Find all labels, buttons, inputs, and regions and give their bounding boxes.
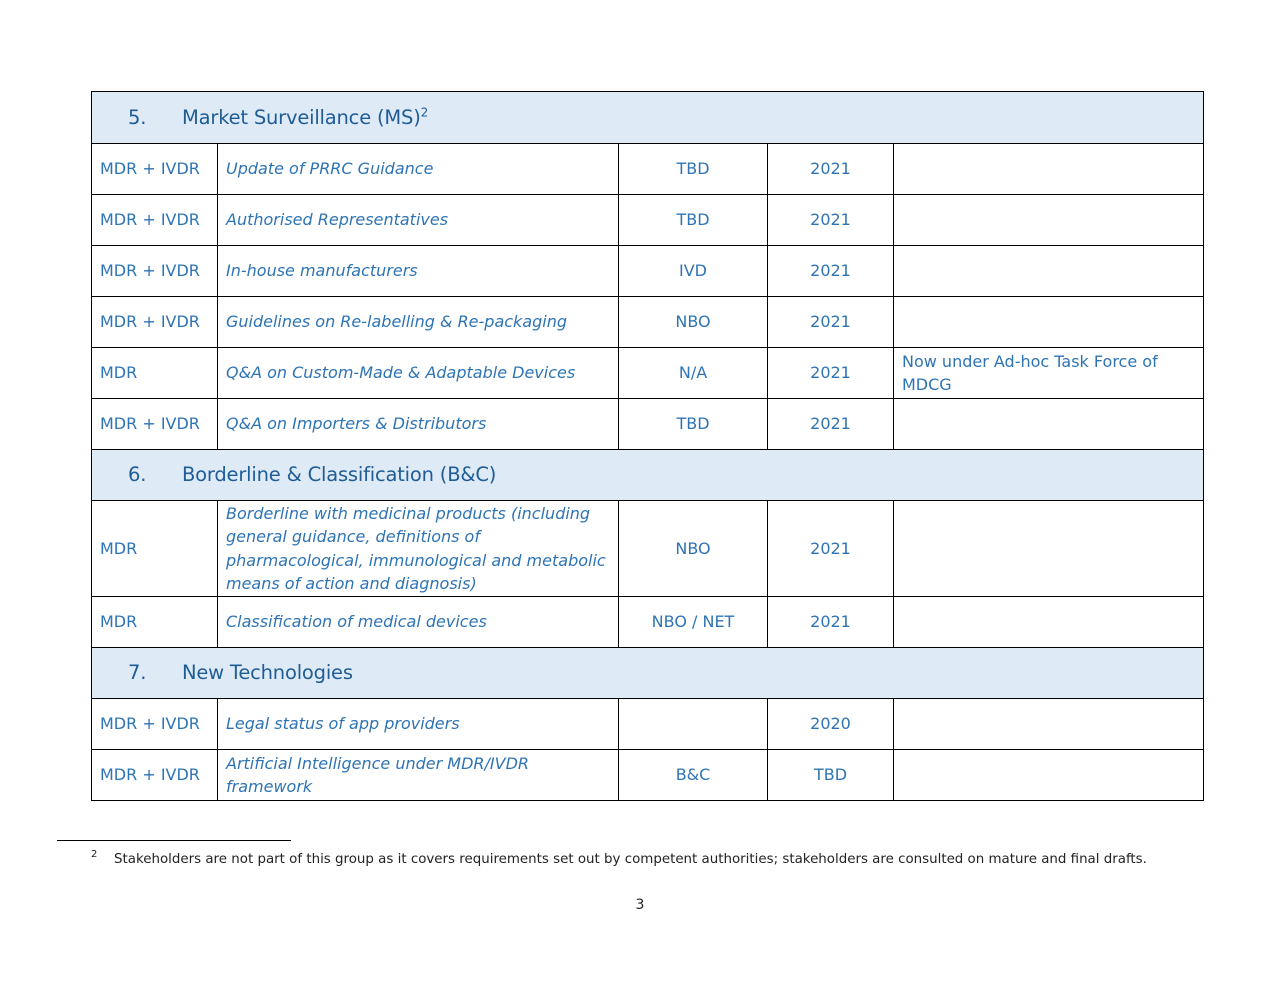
- scope-cell: MDR: [92, 348, 218, 399]
- table-row: [92, 597, 1204, 648]
- section-header-market-surveillance: [92, 92, 1204, 144]
- topic-cell: Guidelines on Re-labelling & Re-packaging: [218, 297, 619, 348]
- note-cell: [894, 195, 1204, 246]
- scope-cell: MDR + IVDR: [92, 246, 218, 297]
- section-header-new-technologies: [92, 648, 1204, 699]
- topic-cell: Update of PRRC Guidance: [218, 144, 619, 195]
- note-cell: [894, 597, 1204, 648]
- year-cell: 2021: [768, 399, 894, 450]
- section-heading: [92, 450, 1204, 501]
- lead-cell: IVD: [619, 246, 768, 297]
- note-cell: [894, 750, 1204, 801]
- footnote-mark: 2: [91, 849, 98, 860]
- scope-cell: MDR: [92, 597, 218, 648]
- footnote: [91, 849, 1147, 867]
- year-cell: 2021: [768, 501, 894, 597]
- section-title: Market Surveillance (MS): [182, 105, 421, 129]
- lead-cell: N/A: [619, 348, 768, 399]
- note-cell: Now under Ad-hoc Task Force of MDCG: [894, 348, 1204, 399]
- section-title: New Technologies: [182, 661, 353, 685]
- lead-cell: [619, 699, 768, 750]
- note-cell: [894, 144, 1204, 195]
- note-cell: [894, 399, 1204, 450]
- scope-cell: MDR + IVDR: [92, 699, 218, 750]
- scope-cell: MDR + IVDR: [92, 297, 218, 348]
- scope-cell: MDR + IVDR: [92, 750, 218, 801]
- scope-cell: MDR + IVDR: [92, 399, 218, 450]
- table-row: [92, 348, 1204, 399]
- section-title: Borderline & Classification (B&C): [182, 463, 497, 487]
- table-row: [92, 501, 1204, 597]
- scope-cell: MDR + IVDR: [92, 195, 218, 246]
- year-cell: 2021: [768, 297, 894, 348]
- section-heading: [92, 648, 1204, 699]
- lead-cell: B&C: [619, 750, 768, 801]
- year-cell: 2021: [768, 195, 894, 246]
- table-row: [92, 195, 1204, 246]
- footnote-separator: [57, 840, 291, 841]
- topic-cell: Authorised Representatives: [218, 195, 619, 246]
- section-number: 5.: [128, 105, 147, 129]
- lead-cell: TBD: [619, 144, 768, 195]
- scope-cell: MDR: [92, 501, 218, 597]
- note-cell: [894, 246, 1204, 297]
- lead-cell: TBD: [619, 195, 768, 246]
- lead-cell: NBO / NET: [619, 597, 768, 648]
- footnote-reference: 2: [420, 105, 429, 120]
- scope-cell: MDR + IVDR: [92, 144, 218, 195]
- table-row: [92, 144, 1204, 195]
- section-header-borderline-classification: [92, 450, 1204, 501]
- year-cell: 2021: [768, 246, 894, 297]
- table-row: [92, 750, 1204, 801]
- year-cell: 2021: [768, 144, 894, 195]
- topic-cell: Q&A on Importers & Distributors: [218, 399, 619, 450]
- table-row: [92, 399, 1204, 450]
- page-number: 3: [635, 897, 645, 913]
- note-cell: [894, 699, 1204, 750]
- topic-cell: In-house manufacturers: [218, 246, 619, 297]
- note-cell: [894, 501, 1204, 597]
- table-row: [92, 699, 1204, 750]
- section-number: 7.: [128, 661, 147, 685]
- topic-cell: Legal status of app providers: [218, 699, 619, 750]
- lead-cell: NBO: [619, 501, 768, 597]
- table-row: [92, 297, 1204, 348]
- topic-cell: Classification of medical devices: [218, 597, 619, 648]
- section-heading: [92, 92, 1204, 144]
- footnote-text: Stakeholders are not part of this group as it covers requirements set out by competent authorities; stakeholders are consulted on mature and final drafts.: [114, 852, 1147, 867]
- topic-cell: Q&A on Custom-Made & Adaptable Devices: [218, 348, 619, 399]
- topic-cell: Borderline with medicinal products (including general guidance, definitions of pharmacological, immunological and metabolic means of action and diagnosis): [218, 501, 619, 597]
- year-cell: 2021: [768, 348, 894, 399]
- topic-cell: Artificial Intelligence under MDR/IVDR framework: [218, 750, 619, 801]
- note-cell: [894, 297, 1204, 348]
- year-cell: 2021: [768, 597, 894, 648]
- section-number: 6.: [128, 463, 147, 487]
- year-cell: 2020: [768, 699, 894, 750]
- work-programme-table: [91, 91, 1204, 801]
- year-cell: TBD: [768, 750, 894, 801]
- lead-cell: NBO: [619, 297, 768, 348]
- lead-cell: TBD: [619, 399, 768, 450]
- table-row: [92, 246, 1204, 297]
